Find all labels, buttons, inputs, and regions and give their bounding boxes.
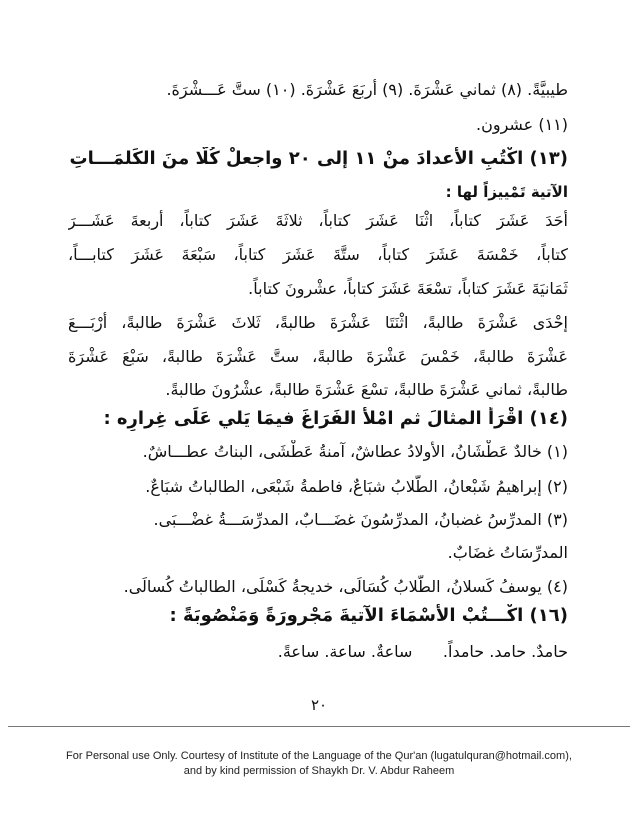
text-line-18: حامدٌ. حامد. حامداً. ساعةٌ. ساعة. ساعةً. bbox=[277, 642, 568, 661]
exercise-13-subheading: الآتية تَمْييزاً لها : bbox=[445, 183, 568, 201]
footer-line-1: For Personal use Only. Courtesy of Institute of the Language of the Qur'an (lugatulquran@hotmail.com), bbox=[66, 750, 572, 762]
text-line-15: المدرِّسَاتُ غضَابٌ. bbox=[447, 543, 568, 562]
footer-divider bbox=[8, 726, 630, 727]
text-line-12: (١) خالدٌ عَطْشَانُ، الأولادُ عطاشٌ، آمنةُ عَطْشَى، البناتُ عطـــاشٌ. bbox=[142, 442, 568, 461]
page-number: ٢٠ bbox=[310, 696, 328, 714]
text-line-2: (١١) عشرون. bbox=[476, 115, 568, 134]
text-line-16: (٤) يوسفُ كَسلانُ، الطُّلابُ كُسَالَى، خديجةُ كَسْلَى، الطالباتُ كُسالَى. bbox=[123, 577, 568, 596]
text-line-7: ثَمَانيَةَ عَشَرَ كتاباً، تسْعَةَ عَشَرَ كتاباً، عشْرونَ كتاباً. bbox=[248, 279, 568, 298]
text-line-14: (٣) المدرِّسُ غضبانُ، المدرِّسُونَ غضَـــابٌ، المدرِّسَـــةُ غضْـــبَى. bbox=[153, 510, 568, 529]
text-line-8: إحْدَى عَشْرَةَ طالبةً، اثْنَتَا عَشْرَةَ طالبةً، ثَلاثَ عَشْرَةَ طالبةً، أرْبَـــعَ bbox=[68, 313, 568, 332]
text-line-5: أحَدَ عَشَرَ كتاباً، اثْنَا عَشَرَ كتاباً، ثلاثَةَ عَشَرَ كتاباً، أربعةَ عَشَـــرَ bbox=[68, 211, 568, 230]
text-line-1: طيبيَّةً. (٨) ثماني عَشْرَةَ. (٩) أربَعَ عَشْرَةَ. (١٠) ستَّ عَـــشْرَةَ. bbox=[166, 80, 568, 99]
footer bbox=[0, 749, 638, 779]
exercise-13-heading: (١٣) اكْتُبِ الأعدادَ منْ ١١ إلى ٢٠ واجعلْ كُلًّا منَ الكَلمَـــاتِ bbox=[69, 148, 568, 169]
footer-line-2: and by kind permission of Shaykh Dr. V. Abdur Raheem bbox=[183, 765, 455, 777]
text-line-6: كتاباً، خَمْسَةَ عَشَرَ كتاباً، ستَّةَ عَشَرَ كتاباً، سَبْعَةَ عَشَرَ كتابـــاً، bbox=[68, 245, 568, 264]
exercise-14-heading: (١٤) اقْرَأ المثالَ ثم امْلأ الفَرَاغَ فيمَا يَلي عَلَى غِرارِه : bbox=[103, 408, 568, 429]
text-line-10: طالبةً، ثماني عَشْرَةَ طالبةً، تسْعَ عَشْرَةَ طالبةً، عشْرُونَ طالبةً. bbox=[165, 380, 568, 399]
exercise-16-heading: (١٦) اكْـــتُبْ الأَسْمَاءَ الآتيةَ مَجْرورَةً وَمَنْصُوبَةً : bbox=[169, 605, 568, 626]
text-line-9: عَشْرَةَ طالبةً، خَمْسَ عَشْرَةَ طالبةً، ستَّ عَشْرَةَ طالبةً، سَبْعَ عَشْرَةَ bbox=[68, 347, 568, 366]
text-line-13: (٢) إبراهيمُ شَبْعانُ، الطُّلابُ شبَاعٌ، فاطمةُ شَبْعَى، الطالباتُ شبَاعٌ. bbox=[145, 477, 568, 496]
